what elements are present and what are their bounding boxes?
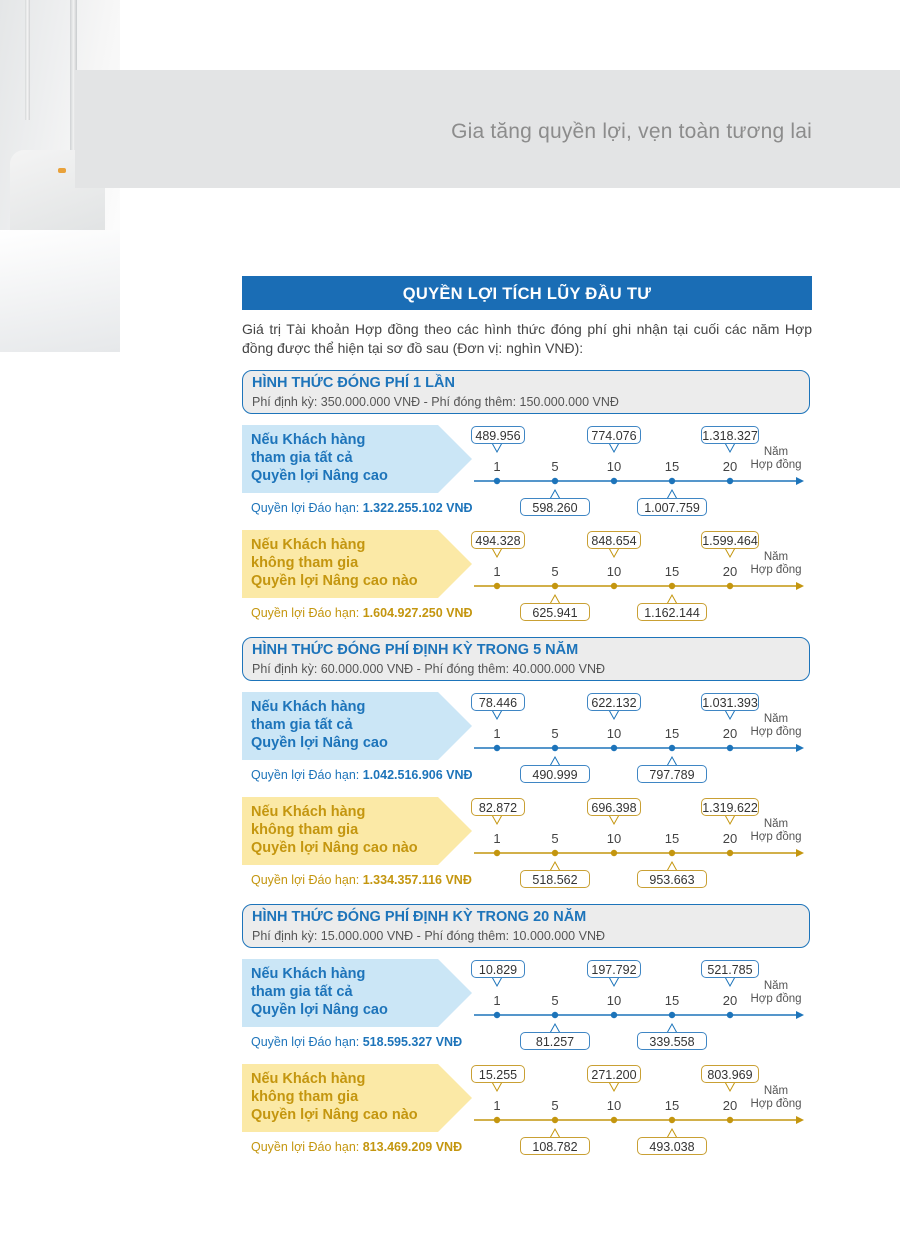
timeline-point — [669, 745, 675, 751]
case-row-all-benefits — [242, 959, 812, 1064]
timeline-point — [611, 478, 617, 484]
timeline-point — [494, 745, 500, 751]
axis-label-line: Năm — [763, 1085, 789, 1097]
timeline-point — [611, 850, 617, 856]
value-callout: 625.941 — [520, 603, 590, 621]
tick-label: 20 — [722, 726, 738, 741]
axis-label-line: Năm — [763, 980, 789, 992]
axis-label-line: Năm — [763, 446, 789, 458]
case-label-line: Nếu Khách hàng — [251, 804, 366, 820]
value-callout: 803.969 — [701, 1065, 759, 1083]
timeline-point — [494, 1117, 500, 1123]
case-row-all-benefits — [242, 425, 812, 530]
value-callout: 1.007.759 — [637, 498, 707, 516]
value-callout: 339.558 — [637, 1032, 707, 1050]
axis-label-line: Hợp đồng — [750, 831, 802, 843]
timeline-point — [727, 1012, 733, 1018]
value-callout: 493.038 — [637, 1137, 707, 1155]
maturity-value: 1.334.357.116 VNĐ — [362, 873, 472, 887]
scheme-subtitle: Phí định kỳ: 350.000.000 VNĐ - Phí đóng thêm: 150.000.000 VNĐ — [252, 395, 619, 409]
value-callout: 10.829 — [471, 960, 525, 978]
value-callout: 953.663 — [637, 870, 707, 888]
axis-label — [742, 1085, 810, 1111]
tick-label: 20 — [722, 564, 738, 579]
timeline-point — [727, 1117, 733, 1123]
timeline-arrowhead — [796, 849, 804, 857]
case-label-line: Quyền lợi Nâng cao nào — [251, 840, 418, 856]
tick-label: 1 — [493, 831, 501, 846]
maturity-value: 1.322.255.102 VNĐ — [362, 501, 473, 515]
timeline-point — [552, 583, 558, 589]
case-label-line: không tham gia — [251, 822, 359, 838]
axis-label-line: Hợp đồng — [750, 1098, 802, 1110]
value-callout: 108.782 — [520, 1137, 590, 1155]
timeline-point — [552, 1117, 558, 1123]
value-callout: 521.785 — [701, 960, 759, 978]
bed-sheet-graphic — [0, 230, 120, 352]
case-label-line: Quyền lợi Nâng cao — [251, 1002, 388, 1018]
value-callout: 848.654 — [587, 531, 641, 549]
value-callout: 82.872 — [471, 798, 525, 816]
value-callout: 696.398 — [587, 798, 641, 816]
axis-label-line: Năm — [763, 551, 789, 563]
scheme-subtitle: Phí định kỳ: 15.000.000 VNĐ - Phí đóng thêm: 10.000.000 VNĐ — [252, 929, 605, 943]
tick-label: 1 — [493, 564, 501, 579]
maturity-label: Quyền lợi Đáo hạn: — [251, 606, 363, 620]
tick-label: 10 — [606, 831, 622, 846]
case-label-line: Quyền lợi Nâng cao — [251, 468, 388, 484]
axis-label-line: Hợp đồng — [750, 993, 802, 1005]
case-row-no-benefits — [242, 530, 812, 635]
axis-label-line: Năm — [763, 818, 789, 830]
timeline-arrowhead — [796, 744, 804, 752]
case-label-line: không tham gia — [251, 1089, 359, 1105]
tick-label: 10 — [606, 993, 622, 1008]
tick-label: 1 — [493, 726, 501, 741]
value-callout: 197.792 — [587, 960, 641, 978]
tagline: Gia tăng quyền lợi, vẹn toàn tương lai — [451, 120, 812, 143]
tick-label: 5 — [551, 726, 559, 741]
timeline-point — [494, 850, 500, 856]
timeline-point — [669, 478, 675, 484]
timeline-point — [552, 850, 558, 856]
axis-label-line: Hợp đồng — [750, 564, 802, 576]
value-callout: 1.319.622 — [701, 798, 759, 816]
case-label-line: Nếu Khách hàng — [251, 1071, 366, 1087]
scheme-title: HÌNH THỨC ĐÓNG PHÍ 1 LẦN — [252, 375, 455, 391]
section-title: QUYỀN LỢI TÍCH LŨY ĐẦU TƯ — [242, 276, 812, 310]
timeline-arrowhead — [796, 477, 804, 485]
tick-label: 20 — [722, 1098, 738, 1113]
tick-label: 20 — [722, 459, 738, 474]
tick-label: 1 — [493, 1098, 501, 1113]
value-callout: 15.255 — [471, 1065, 525, 1083]
indicator-light-graphic — [58, 168, 66, 173]
tick-label: 15 — [664, 993, 680, 1008]
tick-label: 15 — [664, 726, 680, 741]
timeline-point — [669, 850, 675, 856]
value-callout: 797.789 — [637, 765, 707, 783]
case-label-line: tham gia tất cả — [251, 450, 353, 466]
tick-label: 5 — [551, 459, 559, 474]
case-row-no-benefits — [242, 1064, 812, 1169]
tick-label: 5 — [551, 564, 559, 579]
axis-label-line: Năm — [763, 713, 789, 725]
axis-label — [742, 980, 810, 1006]
timeline-point — [669, 583, 675, 589]
timeline-point — [727, 583, 733, 589]
value-callout: 774.076 — [587, 426, 641, 444]
scheme-title: HÌNH THỨC ĐÓNG PHÍ ĐỊNH KỲ TRONG 20 NĂM — [252, 909, 587, 925]
value-callout: 622.132 — [587, 693, 641, 711]
axis-label — [742, 551, 810, 577]
timeline-point — [669, 1117, 675, 1123]
timeline-point — [611, 1117, 617, 1123]
timeline-point — [494, 583, 500, 589]
case-label-line: Quyền lợi Nâng cao — [251, 735, 388, 751]
maturity-label: Quyền lợi Đáo hạn: — [251, 1140, 363, 1154]
value-callout: 489.956 — [471, 426, 525, 444]
tick-label: 15 — [664, 1098, 680, 1113]
timeline-arrowhead — [796, 1011, 804, 1019]
timeline-point — [669, 1012, 675, 1018]
case-label-line: tham gia tất cả — [251, 717, 353, 733]
value-callout: 1.162.144 — [637, 603, 707, 621]
scheme-header — [242, 370, 810, 414]
timeline-point — [552, 1012, 558, 1018]
axis-label-line: Hợp đồng — [750, 726, 802, 738]
timeline-point — [611, 1012, 617, 1018]
timeline-point — [727, 478, 733, 484]
tick-label: 10 — [606, 564, 622, 579]
timeline-point — [494, 1012, 500, 1018]
maturity-value: 1.042.516.906 VNĐ — [362, 768, 473, 782]
maturity-label: Quyền lợi Đáo hạn: — [251, 1035, 363, 1049]
tick-label: 15 — [664, 459, 680, 474]
case-label-line: Nếu Khách hàng — [251, 699, 366, 715]
axis-label-line: Hợp đồng — [750, 459, 802, 471]
case-row-all-benefits — [242, 692, 812, 797]
value-callout: 1.599.464 — [701, 531, 759, 549]
axis-label — [742, 446, 810, 472]
tick-label: 10 — [606, 459, 622, 474]
timeline-point — [494, 478, 500, 484]
timeline-point — [611, 745, 617, 751]
maturity-value: 813.469.209 VNĐ — [362, 1140, 463, 1154]
timeline-point — [727, 745, 733, 751]
maturity-label: Quyền lợi Đáo hạn: — [251, 768, 363, 782]
tick-label: 10 — [606, 1098, 622, 1113]
case-label-line: tham gia tất cả — [251, 984, 353, 1000]
case-label-line: Quyền lợi Nâng cao nào — [251, 573, 418, 589]
tick-label: 1 — [493, 459, 501, 474]
value-callout: 494.328 — [471, 531, 525, 549]
case-label-line: Nếu Khách hàng — [251, 966, 366, 982]
maturity-label: Quyền lợi Đáo hạn: — [251, 873, 363, 887]
tick-label: 5 — [551, 993, 559, 1008]
tick-label: 15 — [664, 564, 680, 579]
scheme-header — [242, 904, 810, 948]
maturity-value: 518.595.327 VNĐ — [362, 1035, 463, 1049]
scheme-header — [242, 637, 810, 681]
value-callout: 271.200 — [587, 1065, 641, 1083]
tick-label: 20 — [722, 831, 738, 846]
timeline-arrowhead — [796, 1116, 804, 1124]
tick-label: 5 — [551, 1098, 559, 1113]
tick-label: 5 — [551, 831, 559, 846]
section-intro: Giá trị Tài khoản Hợp đồng theo các hình thức đóng phí ghi nhận tại cuối các năm Hợp đồng được thể hiện tại sơ đồ sau (Đơn vị: nghìn VNĐ): — [242, 321, 812, 356]
timeline-point — [611, 583, 617, 589]
case-label-line: Quyền lợi Nâng cao nào — [251, 1107, 418, 1123]
value-callout: 1.318.327 — [701, 426, 759, 444]
tick-label: 1 — [493, 993, 501, 1008]
maturity-value: 1.604.927.250 VNĐ — [362, 606, 473, 620]
scheme-subtitle: Phí định kỳ: 60.000.000 VNĐ - Phí đóng thêm: 40.000.000 VNĐ — [252, 662, 605, 676]
case-row-no-benefits — [242, 797, 812, 902]
value-callout: 78.446 — [471, 693, 525, 711]
value-callout: 1.031.393 — [701, 693, 759, 711]
value-callout: 81.257 — [520, 1032, 590, 1050]
timeline-point — [727, 850, 733, 856]
scheme-title: HÌNH THỨC ĐÓNG PHÍ ĐỊNH KỲ TRONG 5 NĂM — [252, 642, 579, 658]
case-label-line: Nếu Khách hàng — [251, 537, 366, 553]
value-callout: 598.260 — [520, 498, 590, 516]
timeline-arrowhead — [796, 582, 804, 590]
value-callout: 518.562 — [520, 870, 590, 888]
timeline-point — [552, 478, 558, 484]
tick-label: 20 — [722, 993, 738, 1008]
value-callout: 490.999 — [520, 765, 590, 783]
case-label-line: không tham gia — [251, 555, 359, 571]
tick-label: 15 — [664, 831, 680, 846]
tick-label: 10 — [606, 726, 622, 741]
timeline-point — [552, 745, 558, 751]
header-banner — [75, 70, 900, 188]
iv-pole-graphic — [25, 0, 30, 120]
axis-label — [742, 818, 810, 844]
maturity-label: Quyền lợi Đáo hạn: — [251, 501, 363, 515]
case-label-line: Nếu Khách hàng — [251, 432, 366, 448]
axis-label — [742, 713, 810, 739]
